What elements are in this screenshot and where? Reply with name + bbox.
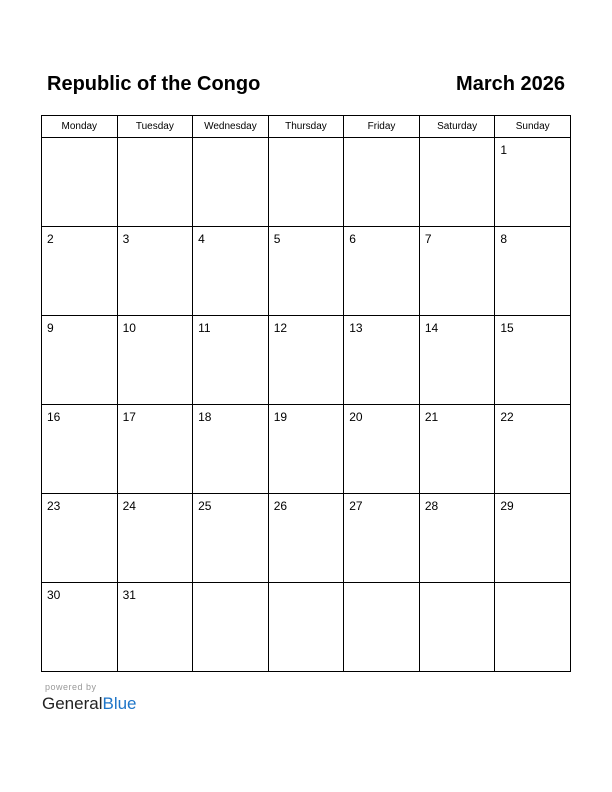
day-cell xyxy=(344,583,420,672)
day-cell xyxy=(117,316,193,405)
week-row xyxy=(42,316,571,405)
week-row xyxy=(42,138,571,227)
day-number: 4 xyxy=(198,232,205,246)
day-number xyxy=(118,138,193,143)
weekday-header-row xyxy=(42,116,571,138)
day-number: 18 xyxy=(198,410,212,424)
day-cell xyxy=(117,405,193,494)
generalblue-logo[interactable] xyxy=(42,693,137,715)
weekday-wednesday: Wednesday xyxy=(193,116,269,138)
footer-branding xyxy=(42,682,137,715)
day-number xyxy=(193,583,268,588)
day-cell xyxy=(419,227,495,316)
day-number: 29 xyxy=(500,499,514,513)
weekday-saturday: Saturday xyxy=(419,116,495,138)
day-cell xyxy=(42,227,118,316)
week-row xyxy=(42,583,571,672)
day-number: 9 xyxy=(47,321,54,335)
day-cell xyxy=(344,138,420,227)
day-number: 6 xyxy=(349,232,356,246)
day-cell xyxy=(193,316,269,405)
day-cell xyxy=(42,138,118,227)
country-title: Republic of the Congo xyxy=(47,73,261,95)
day-number: 30 xyxy=(47,588,61,602)
day-cell xyxy=(495,405,571,494)
weekday-tuesday: Tuesday xyxy=(117,116,193,138)
day-cell xyxy=(419,494,495,583)
day-number: 23 xyxy=(47,499,61,513)
weekday-thursday: Thursday xyxy=(268,116,344,138)
day-number: 27 xyxy=(349,499,363,513)
day-number: 15 xyxy=(500,321,514,335)
day-number xyxy=(495,583,570,588)
day-cell xyxy=(268,227,344,316)
day-number: 19 xyxy=(273,410,288,424)
day-cell xyxy=(117,138,193,227)
day-cell xyxy=(268,494,344,583)
day-cell xyxy=(344,494,420,583)
day-cell xyxy=(419,138,495,227)
day-number: 26 xyxy=(273,499,288,513)
weekday-monday: Monday xyxy=(42,116,118,138)
powered-by-text: powered by xyxy=(45,682,97,692)
calendar-grid xyxy=(41,115,571,672)
day-number xyxy=(42,138,117,143)
day-cell xyxy=(268,405,344,494)
day-number: 11 xyxy=(198,321,211,335)
week-row xyxy=(42,405,571,494)
day-cell xyxy=(344,227,420,316)
day-cell xyxy=(419,583,495,672)
day-number xyxy=(344,138,419,143)
day-cell xyxy=(193,583,269,672)
day-cell xyxy=(117,494,193,583)
day-number xyxy=(344,583,419,588)
day-number xyxy=(269,583,344,588)
day-cell xyxy=(495,138,571,227)
day-cell xyxy=(193,405,269,494)
day-cell xyxy=(193,138,269,227)
day-cell xyxy=(268,583,344,672)
day-number: 22 xyxy=(500,410,514,424)
day-cell xyxy=(344,316,420,405)
day-number: 10 xyxy=(122,321,136,335)
day-number: 20 xyxy=(349,410,363,424)
day-cell xyxy=(42,494,118,583)
day-number xyxy=(420,138,495,143)
day-cell xyxy=(117,583,193,672)
day-number: 14 xyxy=(424,321,439,335)
day-number: 3 xyxy=(122,232,130,246)
day-cell xyxy=(42,405,118,494)
day-cell xyxy=(42,583,118,672)
day-number: 13 xyxy=(349,321,363,335)
day-cell xyxy=(495,227,571,316)
week-row xyxy=(42,227,571,316)
day-number: 21 xyxy=(424,410,439,424)
day-cell xyxy=(268,316,344,405)
day-number: 25 xyxy=(198,499,212,513)
day-number: 12 xyxy=(273,321,288,335)
brand-general-text: General xyxy=(42,694,103,713)
day-number: 2 xyxy=(47,232,54,246)
day-cell xyxy=(268,138,344,227)
day-number: 1 xyxy=(500,143,508,157)
day-cell xyxy=(344,405,420,494)
day-number: 17 xyxy=(122,410,136,424)
day-cell xyxy=(419,316,495,405)
weekday-sunday: Sunday xyxy=(495,116,571,138)
day-number: 24 xyxy=(122,499,136,513)
day-cell xyxy=(495,494,571,583)
day-number: 8 xyxy=(500,232,508,246)
day-number: 5 xyxy=(273,232,281,246)
day-number: 7 xyxy=(424,232,432,246)
week-row xyxy=(42,494,571,583)
day-cell xyxy=(42,316,118,405)
day-cell xyxy=(419,405,495,494)
day-cell xyxy=(193,494,269,583)
day-cell xyxy=(117,227,193,316)
weekday-friday: Friday xyxy=(344,116,420,138)
day-number: 31 xyxy=(122,588,136,602)
day-number: 16 xyxy=(47,410,61,424)
month-year-title: March 2026 xyxy=(456,73,565,95)
day-number xyxy=(420,583,495,588)
day-number: 28 xyxy=(424,499,439,513)
brand-blue-text: Blue xyxy=(102,694,137,713)
day-number xyxy=(193,138,268,143)
day-cell xyxy=(495,583,571,672)
day-number xyxy=(269,138,344,143)
day-cell xyxy=(193,227,269,316)
day-cell xyxy=(495,316,571,405)
